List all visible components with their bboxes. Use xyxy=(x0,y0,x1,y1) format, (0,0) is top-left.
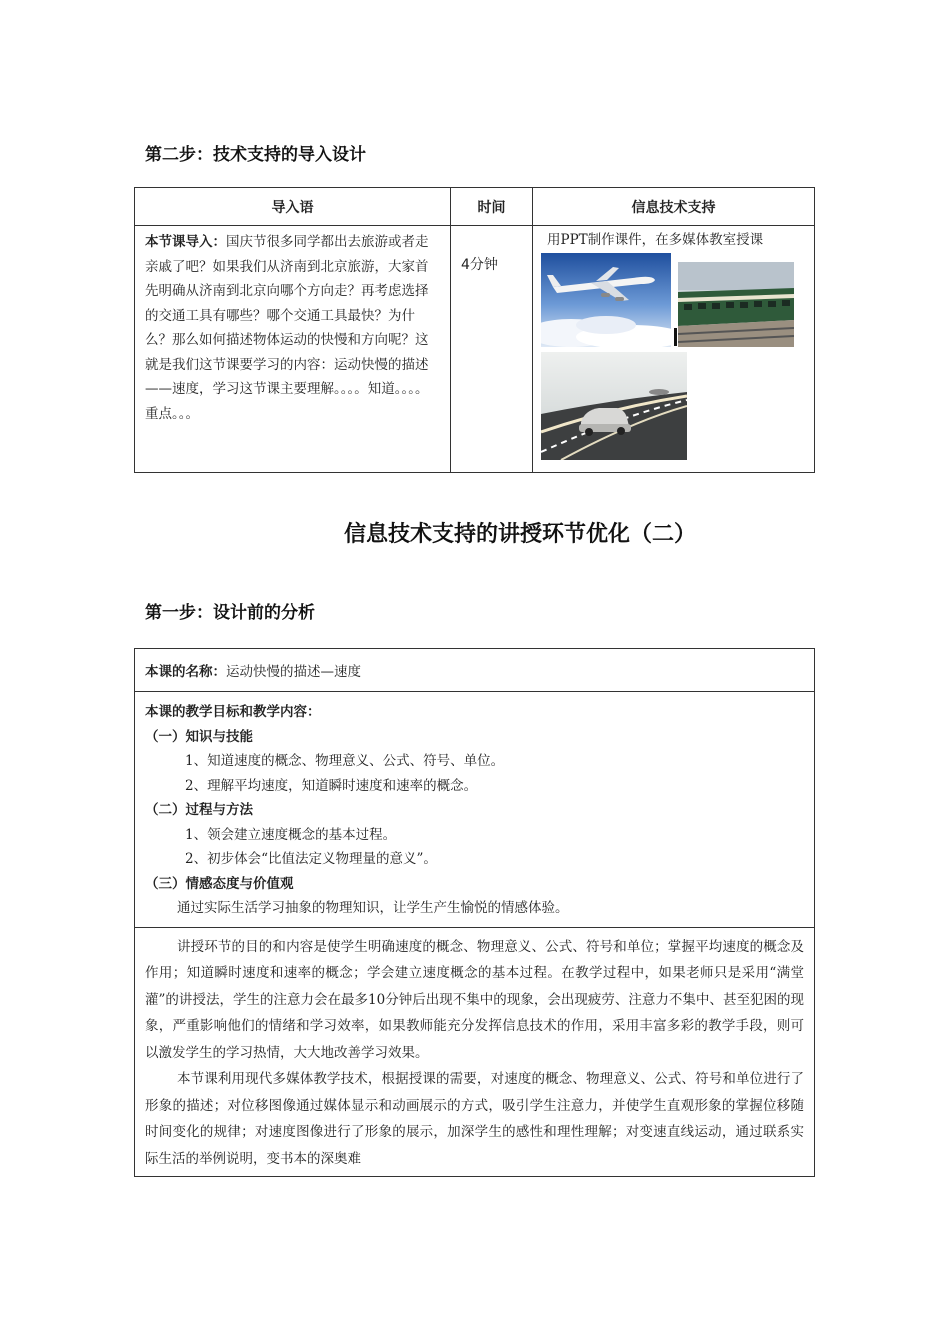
step2-heading: 第二步：技术支持的导入设计 xyxy=(145,145,366,165)
tech-text: 用PPT制作课件，在多媒体教室授课 xyxy=(547,232,764,248)
lesson-name-label: 本课的名称： xyxy=(145,664,226,680)
train-photo xyxy=(678,262,794,347)
main-heading: 信息技术支持的讲授环节优化（二） xyxy=(343,522,696,547)
photo-collage xyxy=(541,250,810,472)
section-title: （一）知识与技能 xyxy=(145,728,253,745)
goals-label: 本课的教学目标和教学内容： xyxy=(145,704,321,720)
time-cell: 4分钟 xyxy=(451,226,533,473)
goal-item: 2、初步体会“比值法定义物理量的意义”。 xyxy=(185,851,437,867)
tech-cell xyxy=(533,226,815,473)
lesson-name-cell xyxy=(135,649,815,692)
step1-heading: 第一步：设计前的分析 xyxy=(145,603,315,623)
intro-design-table xyxy=(134,187,815,473)
photo-marker xyxy=(674,328,677,346)
goal-item: 1、领会建立速度概念的基本过程。 xyxy=(185,826,397,843)
intro-cell xyxy=(135,226,451,473)
goal-item: 1、知道速度的概念、物理意义、公式、符号、单位。 xyxy=(185,753,505,769)
analysis-paragraph: 本节课利用现代多媒体教学技术，根据授课的需要，对速度的概念、物理意义、公式、符号和单位进行了形象的描述；对位移图像通过媒体显示和动画展示的方式，吸引学生注意力，并使学生直观形象的掌握位移随时间变化的规律；对速度图像进行了形象的展示，加深学生的感性和理性理解；对变速直线运动，通过联系实际生活的举例说明，变书本的深奥难 xyxy=(145,1071,804,1167)
analysis-cell xyxy=(135,927,815,1177)
section-title: （二）过程与方法 xyxy=(145,802,253,818)
airplane-photo xyxy=(541,253,671,347)
lesson-name-value: 运动快慢的描述—速度 xyxy=(226,664,361,680)
analysis-table xyxy=(134,648,815,1177)
goal-item: 通过实际生活学习抽象的物理知识，让学生产生愉悦的情感体验。 xyxy=(177,900,569,916)
goals-cell xyxy=(135,692,815,928)
col-header-intro: 导入语 xyxy=(135,188,451,226)
goal-item: 2、理解平均速度，知道瞬时速度和速率的概念。 xyxy=(185,777,478,794)
car-photo xyxy=(541,352,687,460)
section-title: （三）情感态度与价值观 xyxy=(145,875,294,892)
col-header-time: 时间 xyxy=(451,188,533,226)
analysis-paragraph: 讲授环节的目的和内容是使学生明确速度的概念、物理意义、公式、符号和单位；掌握平均速度的概念及作用；知道瞬时速度和速率的概念；学会建立速度概念的基本过程。在教学过程中，如果老师只是采用“满堂灌”的讲授法，学生的注意力会在最多10分钟后出现不集中的现象，会出现疲劳、注意力不集中、甚至犯困的现象，严重影响他们的情绪和学习效率，如果教师能充分发挥信息技术的作用，采用丰富多彩的教学手段，则可以激发学生的学习热情，大大地改善学习效果。 xyxy=(145,938,804,1061)
intro-text: 国庆节很多同学都出去旅游或者走亲戚了吧？如果我们从济南到北京旅游，大家首先明确从济南到北京向哪个方向走？再考虑选择的交通工具有哪些？哪个交通工具最快？为什么？那么如何描述物体运动的快慢和方向呢？这就是我们这节课要学习的内容：运动快慢的描述——速度，学习这节课主要理解。。。。知道。。。。重点。。。 xyxy=(145,234,429,422)
intro-label: 本节课导入： xyxy=(145,234,226,250)
col-header-tech: 信息技术支持 xyxy=(533,188,815,226)
